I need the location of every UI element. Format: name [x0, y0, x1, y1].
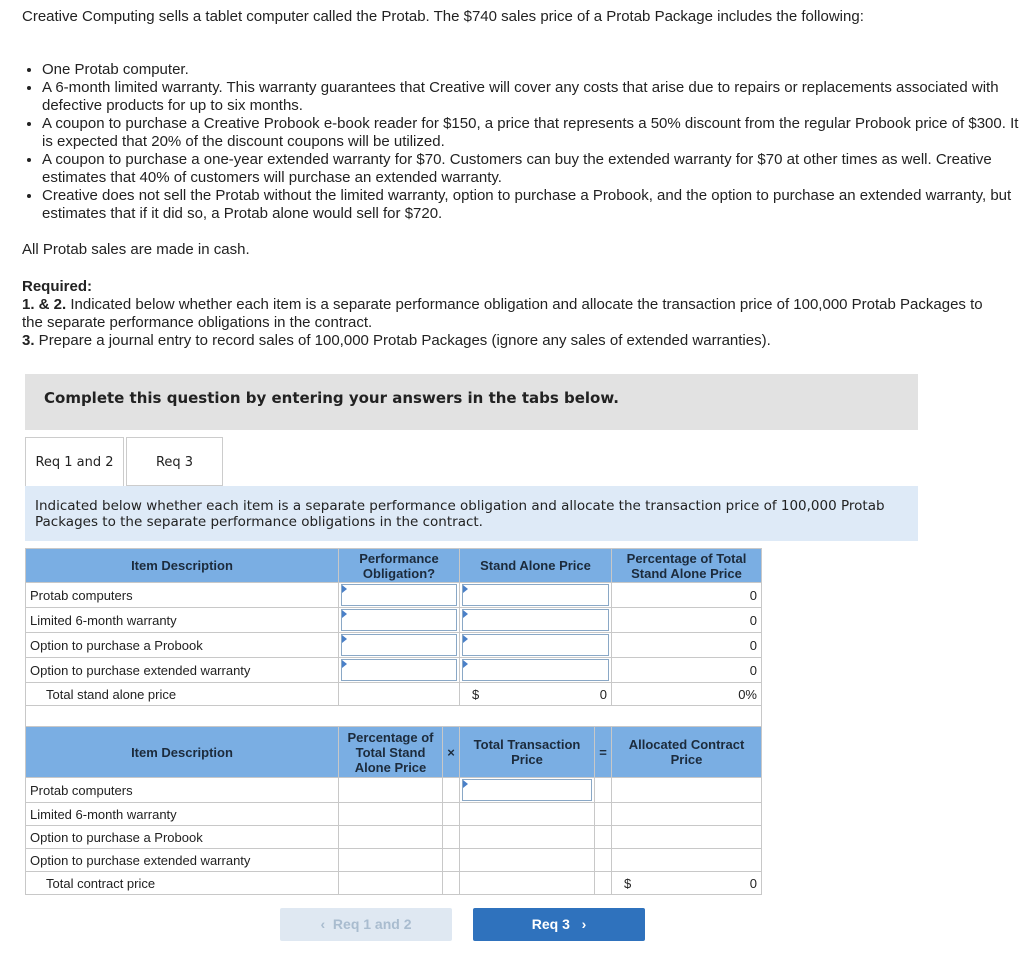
total-percentage: 0%: [612, 683, 762, 706]
chevron-right-icon: ›: [581, 916, 587, 932]
col-header: Percentage of Total Stand Alone Price: [612, 549, 762, 583]
table-row: [26, 608, 762, 633]
performance-obligation-dropdown[interactable]: [341, 584, 457, 606]
previous-tab-button[interactable]: [280, 908, 452, 941]
percentage-value: 0: [612, 608, 762, 633]
percentage-value: 0: [612, 633, 762, 658]
table-row: [26, 849, 762, 872]
stand-alone-price-input[interactable]: [462, 659, 609, 681]
item-label: Option to purchase extended warranty: [26, 658, 339, 683]
table-row: [26, 803, 762, 826]
col-header: Performance Obligation?: [339, 549, 460, 583]
standalone-price-table: [25, 548, 762, 730]
intro-text: Creative Computing sells a tablet computer called the Protab. The $740 sales price of a Protab Package includes the following:: [22, 8, 864, 25]
currency-symbol: $: [472, 686, 480, 702]
required-item-text: Prepare a journal entry to record sales of 100,000 Protab Packages (ignore any sales of extended warranties).: [34, 332, 771, 349]
percentage-value: 0: [612, 658, 762, 683]
required-item-number: 3.: [22, 332, 35, 349]
bullet-item: • A coupon to purchase a one-year extended warranty for $70. Customers can buy the extended warranty for $70 at other times as well. Creative estimates that 40% of customers will purchase an extended warranty.: [42, 151, 1022, 187]
package-bullet-list: [22, 61, 1022, 223]
bullet-item: • Creative does not sell the Protab without the limited warranty, option to purchase a Probook, and the option to purchase an extended warranty, but estimates that if it did so, a Protab alone would sell for $720.: [42, 187, 1022, 223]
table-row: [26, 658, 762, 683]
total-contract-price: 0: [749, 875, 757, 891]
total-stand-alone-price: 0: [599, 686, 607, 702]
stand-alone-price-input[interactable]: [462, 634, 609, 656]
item-label: Limited 6-month warranty: [26, 803, 339, 826]
performance-obligation-dropdown[interactable]: [341, 609, 457, 631]
performance-obligation-dropdown[interactable]: [341, 634, 457, 656]
col-header: Item Description: [26, 727, 339, 778]
table-row: [26, 778, 762, 803]
banner-text: Complete this question by entering your answers in the tabs below.: [44, 389, 619, 407]
col-header: Allocated Contract Price: [612, 727, 762, 778]
item-label: Option to purchase extended warranty: [26, 849, 339, 872]
required-section: [22, 278, 1002, 350]
table-row: [26, 633, 762, 658]
item-label: Limited 6-month warranty: [26, 608, 339, 633]
prev-button-label: Req 1 and 2: [332, 916, 412, 932]
allocation-table: [25, 726, 762, 895]
next-button-label: Req 3: [531, 916, 570, 932]
currency-symbol: $: [624, 875, 632, 891]
item-label: Protab computers: [26, 778, 339, 803]
total-row: [26, 683, 762, 706]
item-label: Option to purchase a Probook: [26, 826, 339, 849]
total-label: Total contract price: [26, 872, 339, 895]
item-label: Option to purchase a Probook: [26, 633, 339, 658]
required-heading: Required:: [22, 278, 93, 295]
item-label: Protab computers: [26, 583, 339, 608]
equals-operator: =: [595, 727, 612, 778]
col-header: Item Description: [26, 549, 339, 583]
total-label: Total stand alone price: [26, 683, 339, 706]
required-item-text: Indicated below whether each item is a separate performance obligation and allocate the transaction price of 100,000 Protab Packages to the separate performance obligations in the contract.: [22, 296, 983, 331]
bullet-item: • One Protab computer.: [42, 61, 1022, 79]
instruction-banner: [25, 374, 918, 430]
table-row: [26, 826, 762, 849]
tab-instruction: Indicated below whether each item is a separate performance obligation and allocate the transaction price of 100,000 Protab Packages to the separate performance obligations in the contract.: [25, 486, 918, 541]
bullet-item: • A coupon to purchase a Creative Probook e-book reader for $150, a price that represents a 50% discount from the regular Probook price of $300. It is expected that 20% of the discount coupons will be utilized.: [42, 115, 1022, 151]
total-row: [26, 872, 762, 895]
percentage-value: 0: [612, 583, 762, 608]
performance-obligation-dropdown[interactable]: [341, 659, 457, 681]
cash-note: All Protab sales are made in cash.: [22, 241, 250, 258]
bullet-item: • A 6-month limited warranty. This warranty guarantees that Creative will cover any costs that arise due to repairs or replacements associated with defective products for up to six months.: [42, 79, 1022, 115]
tab-req-1-and-2[interactable]: Req 1 and 2: [25, 437, 124, 486]
tab-req-3[interactable]: Req 3: [126, 437, 223, 486]
next-tab-button[interactable]: [473, 908, 645, 941]
total-transaction-price-input[interactable]: [462, 779, 592, 801]
col-header: Total Transaction Price: [460, 727, 595, 778]
col-header: Stand Alone Price: [460, 549, 612, 583]
table-row: [26, 583, 762, 608]
required-item-number: 1. & 2.: [22, 296, 67, 313]
stand-alone-price-input[interactable]: [462, 609, 609, 631]
chevron-left-icon: ‹: [320, 916, 326, 932]
col-header: Percentage of Total Stand Alone Price: [339, 727, 443, 778]
multiply-operator: ×: [443, 727, 460, 778]
stand-alone-price-input[interactable]: [462, 584, 609, 606]
